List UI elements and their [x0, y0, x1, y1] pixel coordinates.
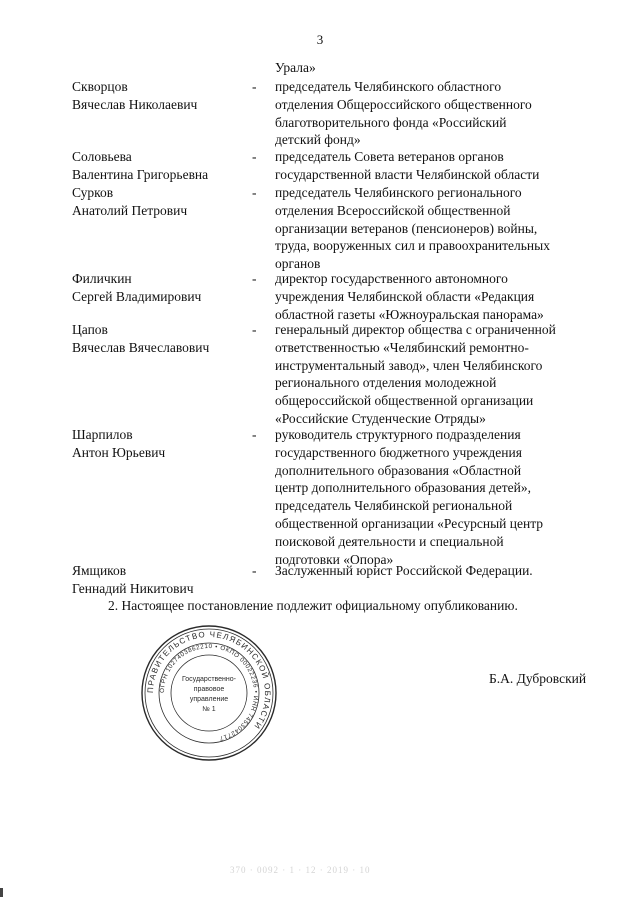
- member-surname: Сурков: [72, 185, 114, 200]
- position-line: учреждения Челябинской области «Редакция: [275, 288, 535, 304]
- stamp-center-line: № 1: [202, 706, 216, 713]
- member-position: [275, 562, 588, 580]
- member-surname: Филичкин: [72, 271, 132, 286]
- position-line: ответственностью «Челябинский ремонтно-: [275, 339, 529, 355]
- dash-separator: -: [252, 271, 257, 286]
- page-number: 3: [316, 32, 324, 47]
- position-line: государственной власти Челябинской области: [275, 166, 540, 182]
- member-position: [275, 184, 588, 273]
- stamp-inner-ring-text: ОГРН 1027403862210 • ОКПО 00022236 • ИНН 7453042717: [158, 642, 260, 742]
- member-surname: Цапов: [72, 322, 108, 337]
- position-line: поисковой деятельности и специальной: [275, 533, 504, 549]
- position-line: общероссийской общественной организации: [275, 393, 534, 409]
- member-surname: Соловьева: [72, 149, 132, 164]
- position-line: органов: [275, 256, 321, 272]
- edge-mark: [0, 888, 3, 897]
- position-line: директор государственного автономного: [275, 271, 508, 286]
- position-line: председатель Совета ветеранов органов: [275, 149, 504, 164]
- member-name: [72, 148, 252, 184]
- member-position: [275, 270, 588, 323]
- member-given-name: Анатолий Петрович: [72, 202, 188, 218]
- position-line: Заслуженный юрист Российской Федерации.: [275, 563, 533, 578]
- position-line: организации ветеранов (пенсионеров) войны,: [275, 220, 538, 236]
- continuation-text: Урала»: [275, 60, 316, 75]
- position-line: инструментальный завод», член Челябинского: [275, 357, 543, 373]
- position-line: генеральный директор общества с ограниченной: [275, 322, 556, 337]
- member-given-name: Вячеслав Николаевич: [72, 96, 198, 112]
- member-name: [72, 562, 252, 598]
- position-line: отделения Всероссийской общественной: [275, 202, 511, 218]
- member-position: [275, 148, 588, 184]
- position-line: центр дополнительного образования детей»,: [275, 480, 532, 496]
- member-name: [72, 426, 252, 462]
- member-position: [275, 426, 588, 568]
- member-surname: Ямщиков: [72, 563, 127, 578]
- dash-separator: -: [252, 185, 257, 200]
- member-surname: Шарпилов: [72, 427, 133, 442]
- position-line: областной газеты «Южноуральская панорама»: [275, 306, 544, 322]
- member-given-name: Валентина Григорьевна: [72, 166, 209, 182]
- member-name: [72, 270, 252, 306]
- position-line: государственного бюджетного учреждения: [275, 444, 522, 460]
- dash-separator: -: [252, 322, 257, 337]
- position-line: дополнительного образования «Областной: [275, 462, 522, 478]
- member-surname: Скворцов: [72, 79, 128, 94]
- member-name: [72, 184, 252, 220]
- member-position: [275, 321, 588, 428]
- member-given-name: Сергей Владимирович: [72, 288, 202, 304]
- position-line: подготовки «Опора»: [275, 551, 394, 567]
- stamp-ring-text: ПРАВИТЕЛЬСТВО ЧЕЛЯБИНСКОЙ ОБЛАСТИ: [145, 629, 273, 732]
- position-line: детский фонд»: [275, 132, 361, 148]
- position-line: «Российские Студенческие Отряды»: [275, 410, 486, 426]
- position-line: труда, вооруженных сил и правоохранительных: [275, 238, 550, 254]
- position-line: руководитель структурного подразделения: [275, 427, 521, 442]
- dash-separator: -: [252, 79, 257, 94]
- stamp-center-line: правовое: [193, 686, 225, 693]
- position-line: председатель Челябинского областного: [275, 79, 502, 94]
- member-given-name: Вячеслав Вячеславович: [72, 339, 210, 355]
- member-given-name: Геннадий Никитович: [72, 580, 194, 596]
- faint-footer-text: 370 · 0092 · 1 · 12 · 2019 · 10: [230, 865, 371, 875]
- dash-separator: -: [252, 427, 257, 442]
- position-line: общественной организации «Ресурсный центр: [275, 515, 544, 531]
- publication-clause: 2. Настоящее постановление подлежит официальному опубликованию.: [108, 598, 518, 613]
- member-given-name: Антон Юрьевич: [72, 444, 166, 460]
- member-name: [72, 78, 252, 114]
- dash-separator: -: [252, 149, 257, 164]
- dash-separator: -: [252, 563, 257, 578]
- member-position: [275, 78, 588, 149]
- member-name: [72, 321, 252, 357]
- signature-name: Б.А. Дубровский: [489, 671, 587, 686]
- position-line: регионального отделения молодежной: [275, 375, 497, 391]
- position-line: председатель Челябинского регионального: [275, 185, 522, 200]
- stamp-center-line: управление: [189, 696, 229, 703]
- position-line: отделения Общероссийского общественного: [275, 96, 532, 112]
- official-stamp: [139, 623, 279, 763]
- position-line: благотворительного фонда «Российский: [275, 114, 507, 130]
- position-line: председатель Челябинской региональной: [275, 498, 513, 514]
- stamp-center-line: Государственно-: [181, 676, 237, 683]
